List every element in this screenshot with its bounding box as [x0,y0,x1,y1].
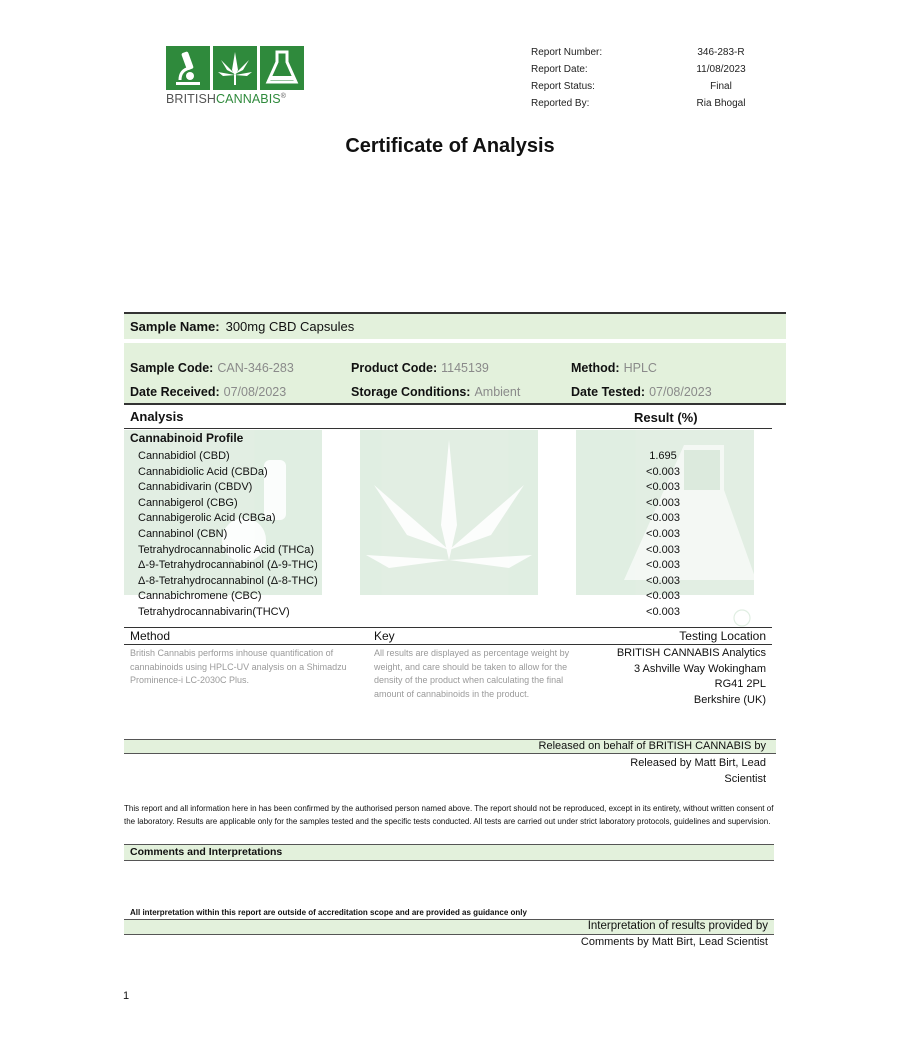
storage-conditions-value: Ambient [474,385,521,399]
compound-result: <0.003 [646,527,680,540]
table-row [138,512,738,528]
storage-conditions-label: Storage Conditions: [351,385,471,399]
table-row [138,590,738,606]
disclaimer-text: This report and all information here in has been confirmed by the authorised person named above. The report should not be reproduced, except in its entirety, without written consent of the laboratory. Results are applicable only for the samples tested and the specific tests conducted. All tests are carried out under strict laboratory protocols, guidelines and supervision. [124,804,774,826]
compound-name: Cannabigerolic Acid (CBGa) [138,512,276,525]
cannabinoid-profile-title: Cannabinoid Profile [130,431,244,445]
compound-name: Cannabidivarin (CBDV) [138,481,253,494]
meta-label: Reported By: [531,98,590,109]
logo-word-british: BRITISH [166,92,217,106]
method-field [571,361,657,375]
sample-code-value: CAN-346-283 [217,361,294,375]
compound-name: Cannabidiol (CBD) [138,450,230,462]
compound-result: <0.003 [646,590,680,603]
sample-details [124,343,786,405]
date-received-value: 07/08/2023 [223,385,287,399]
compound-name: Cannabigerol (CBG) [138,496,238,509]
method-description: British Cannabis performs inhouse quantification of cannabinoids using HPLC-UV analysis on a Shimadzu Prominence-i LC-2030C Plus. [130,648,347,685]
compound-result: <0.003 [646,605,680,618]
compound-result: <0.003 [646,543,680,556]
release-bar-text: Released on behalf of BRITISH CANNABIS by [538,740,766,752]
compound-name: Tetrahydrocannabivarin(THCV) [138,605,290,618]
comments-header: Comments and Interpretations [124,844,774,861]
meta-value: Ria Bhogal [696,98,746,109]
meta-value: 11/08/2023 [696,64,746,75]
report-meta [531,44,771,112]
logo-word-cannabis: CANNABIS [216,92,281,106]
sample-name-label: Sample Name: [130,319,220,334]
method-label: Method: [571,361,620,375]
method-value: HPLC [623,361,657,375]
compound-name: Cannabinol (CBN) [138,527,228,540]
key-header: Key [374,629,395,643]
result-header-label: Result (%) [634,410,698,425]
meta-label: Report Status: [531,81,595,92]
table-row [138,450,738,466]
compound-name: Tetrahydrocannabinolic Acid (THCa) [138,543,315,556]
address-line: 3 Ashville Way Wokingham [633,662,766,675]
accreditation-scope-note: All interpretation within this report are outside of accreditation scope and are provided as guidance only [130,908,527,917]
meta-row [531,44,771,61]
compound-name: Δ-9-Tetrahydrocannabinol (Δ-9-THC) [138,559,318,572]
meta-row [531,61,771,78]
cannabinoid-rows [138,450,738,622]
table-row [138,575,738,591]
table-row [138,497,738,513]
page-number: 1 [123,990,130,1002]
address-line: RG41 2PL [714,678,766,690]
compound-name: Δ-8-Tetrahydrocannabinol (Δ-8-THC) [138,574,318,587]
logo-wordmark [166,92,308,106]
company-logo [166,46,308,106]
product-code-field [351,361,489,375]
released-by-line: Scientist [724,772,766,785]
testing-location-address [590,646,766,708]
meta-row [531,95,771,112]
compound-result: 1.695 [649,450,677,462]
meta-value: Final [710,81,732,92]
compound-result: <0.003 [646,574,680,587]
compound-name: Cannabidiolic Acid (CBDa) [138,465,268,478]
compound-name: Cannabichromene (CBC) [138,590,262,603]
meta-label: Report Date: [531,64,588,75]
table-row [138,606,738,622]
logo-tiles [166,46,308,90]
date-tested-label: Date Tested: [571,385,646,399]
address-line: Berkshire (UK) [693,693,766,706]
meta-value: 346-283-R [697,47,745,58]
sample-name-value: 300mg CBD Capsules [225,319,355,334]
interpretation-bar [124,919,774,935]
meta-label: Report Number: [531,47,603,58]
released-by [560,756,766,787]
microscope-icon [166,46,210,90]
released-by-line: Released by Matt Birt, Lead [630,757,766,769]
sample-name-bar [124,312,786,339]
date-received-field [130,385,286,399]
sample-code-label: Sample Code: [130,361,214,375]
date-tested-value: 07/08/2023 [649,385,712,399]
table-row [138,544,738,560]
analysis-header-label: Analysis [130,409,184,424]
compound-result: <0.003 [646,559,680,572]
cannabis-leaf-icon [213,46,257,90]
testing-location-header: Testing Location [679,629,766,643]
product-code-value: 1145139 [441,361,489,375]
interpretation-bar-text: Interpretation of results provided by [587,920,768,932]
compound-result: <0.003 [646,465,680,478]
method-key-location-header [124,627,772,645]
compound-result: <0.003 [646,512,680,525]
interpretation-by: Comments by Matt Birt, Lead Scientist [580,936,768,948]
document-title: Certificate of Analysis [345,135,555,157]
meta-row [531,78,771,95]
compound-result: <0.003 [646,481,680,494]
date-received-label: Date Received: [130,385,220,399]
table-row [138,481,738,497]
flask-icon [260,46,304,90]
table-row [138,528,738,544]
release-bar [124,739,776,754]
address-line: BRITISH CANNABIS Analytics [616,647,766,659]
key-description: All results are displayed as percentage weight by weight, and care should be taken to allow for the density of the product when calculating the final amount of cannabinoids in the product. [374,648,570,699]
sample-code-field [130,361,294,375]
analysis-header [124,406,772,429]
table-row [138,559,738,575]
method-header: Method [130,629,171,643]
date-tested-field [571,385,712,399]
compound-result: <0.003 [646,496,680,509]
registered-mark: ® [280,92,286,100]
product-code-label: Product Code: [351,361,438,375]
table-row [138,466,738,482]
storage-conditions-field [351,385,520,399]
